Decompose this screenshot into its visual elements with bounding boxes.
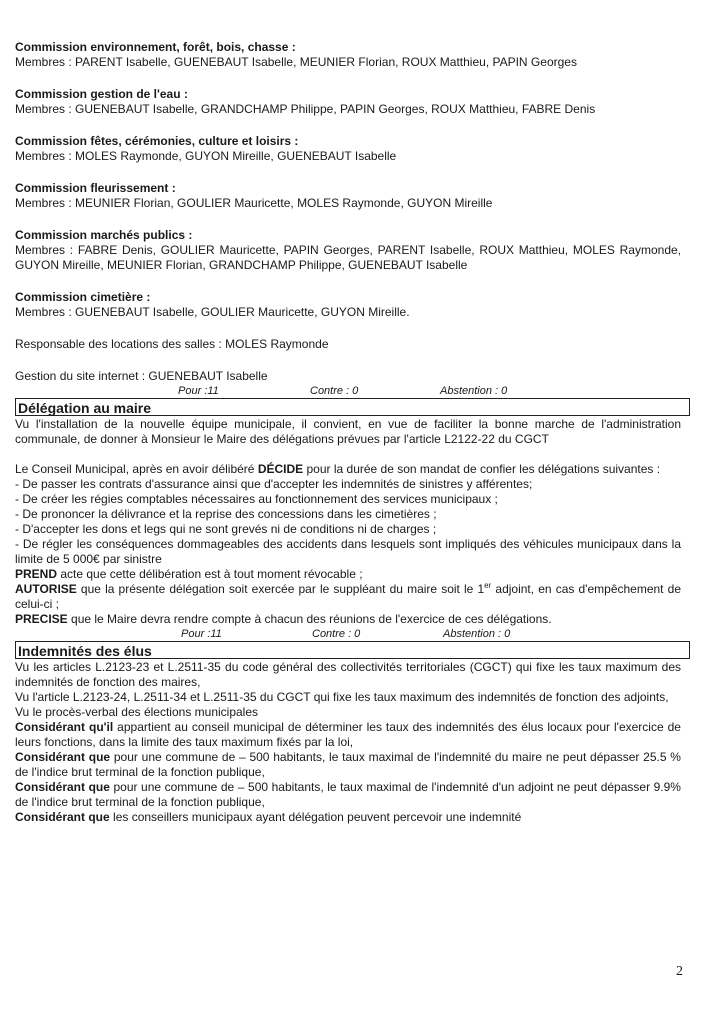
vote-pour: Pour :11 [178,385,219,397]
commission-title: Commission fleurissement : [15,181,176,195]
commission-cimetiere [15,290,681,320]
delegation-item: - De créer les régies comptables nécessaires au fonctionnement des services municipaux ; [15,492,498,506]
commission-members: Membres : FABRE Denis, GOULIER Mauricette, PAPIN Georges, PARENT Isabelle, ROUX Matthieu, MOLES Raymonde, GUYON Mireille, MEUNIER Florian, GRANDCHAMP Philippe, GUENEBAUT Isabelle [15,243,681,272]
section-heading-delegation: Délégation au maire [15,398,690,416]
page-number: 2 [676,964,683,979]
document-page [15,40,681,825]
indemnites-vu-article: Vu l'article L.2123-24, L.2511-34 et L.2511-35 du CGCT qui fixe les taux maximum des indemnités de fonction des adjoints, [15,690,669,704]
indemnites-vu-pv: Vu le procès-verbal des élections municipales [15,705,259,719]
indemnites-considerant: Considérant que pour une commune de – 500 habitants, le taux maximal de l'indemnité d'un adjoint ne peut dépasser 9.9% de l'indice brut terminal de la fonction publique, [15,780,681,809]
commission-members: Membres : MEUNIER Florian, GOULIER Mauricette, MOLES Raymonde, GUYON Mireille [15,196,493,210]
commission-members: Membres : PARENT Isabelle, GUENEBAUT Isabelle, MEUNIER Florian, ROUX Matthieu, PAPIN Georges [15,55,577,69]
commission-title: Commission fêtes, cérémonies, culture et loisirs : [15,134,299,148]
delegation-autorise: AUTORISE que la présente délégation soit exercée par le suppléant du maire soit le 1er adjoint, en cas d'empêchement de celui-ci ; [15,581,681,611]
commission-title: Commission cimetière : [15,290,151,304]
delegation-decide: Le Conseil Municipal, après en avoir délibéré DÉCIDE pour la durée de son mandat de confier les délégations suivantes : [15,462,661,476]
commission-fleurissement [15,181,681,211]
delegation-item: - De prononcer la délivrance et la reprise des concessions dans les cimetières ; [15,507,437,521]
commission-eau [15,87,681,117]
vote-abstention: Abstention : 0 [443,628,511,640]
vote-result [15,627,681,641]
commission-members: Membres : GUENEBAUT Isabelle, GRANDCHAMP Philippe, PAPIN Georges, ROUX Matthieu, FABRE Denis [15,102,596,116]
commission-members: Membres : MOLES Raymonde, GUYON Mireille, GUENEBAUT Isabelle [15,149,397,163]
indemnites-considerant: Considérant que les conseillers municipaux ayant délégation peuvent percevoir une indemnité [15,810,522,824]
vote-result [15,384,681,398]
indemnites-considerant: Considérant que pour une commune de – 500 habitants, le taux maximal de l'indemnité du maire ne peut dépasser 25.5 % de l'indice brut terminal de la fonction publique, [15,750,681,779]
commission-title: Commission environnement, forêt, bois, chasse : [15,40,296,54]
indemnites-considerant: Considérant qu'il appartient au conseil municipal de déterminer les taux des indemnités des élus locaux pour l'exercice de leurs fonctions, dans la limite des taux maximum fixés par la loi, [15,720,681,749]
vote-abstention: Abstention : 0 [440,385,508,397]
commission-members: Membres : GUENEBAUT Isabelle, GOULIER Mauricette, GUYON Mireille. [15,305,410,319]
vote-contre: Contre : 0 [312,628,361,640]
vote-contre: Contre : 0 [310,385,359,397]
delegation-item: - D'accepter les dons et legs qui ne sont grevés ni de conditions ni de charges ; [15,522,437,536]
delegation-intro: Vu l'installation de la nouvelle équipe municipale, il convient, en vue de faciliter la bonne marche de l'administration communale, de donner à Monsieur le Maire des délégations prévues par l'article L2122-22 du CGCT [15,417,681,446]
delegation-prend: PREND acte que cette délibération est à tout moment révocable ; [15,567,363,581]
section-heading-indemnites: Indemnités des élus [15,641,690,659]
gestion-site-internet: Gestion du site internet : GUENEBAUT Isabelle [15,369,268,383]
commission-environnement [15,40,681,70]
commission-title: Commission marchés publics : [15,228,193,242]
indemnites-vu-articles: Vu les articles L.2123-23 et L.2511-35 du code général des collectivités territoriales (CGCT) qui fixe les taux maximum des indemnités de fonction des maires, [15,660,681,689]
commission-marches-publics [15,228,681,273]
delegation-item: - De régler les conséquences dommageables des accidents dans lesquels sont impliqués des véhicules municipaux dans la limite de 5 000€ par sinistre [15,537,681,566]
vote-pour: Pour :11 [181,628,222,640]
delegation-precise: PRECISE que le Maire devra rendre compte à chacun des réunions de l'exercice de ces délégations. [15,612,552,626]
commission-fetes [15,134,681,164]
commission-title: Commission gestion de l'eau : [15,87,188,101]
responsable-salles: Responsable des locations des salles : MOLES Raymonde [15,337,329,351]
delegation-item: - De passer les contrats d'assurance ainsi que d'accepter les indemnités de sinistres y afférentes; [15,477,533,491]
